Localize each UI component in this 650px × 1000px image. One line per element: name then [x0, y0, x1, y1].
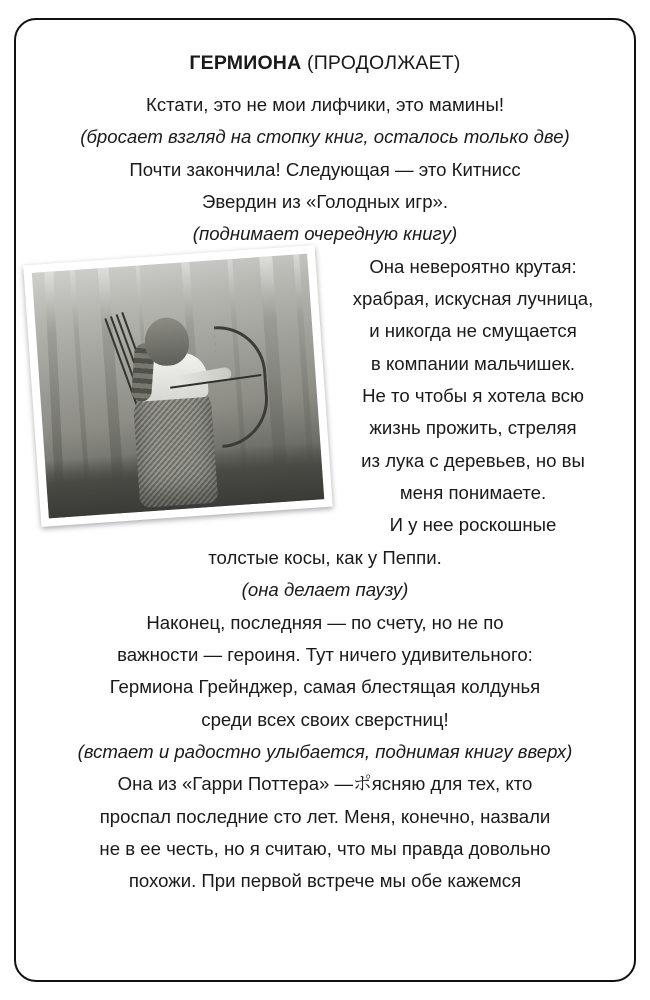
- dialogue-line: (бросает взгляд на стопку книг, осталось только две): [80, 126, 570, 148]
- speaker-name: ГЕРМИОНА: [189, 52, 302, 74]
- dialogue-line: проспал последние сто лет. Меня, конечно, назвали: [99, 805, 551, 827]
- dialogue-line: и никогда не смущается: [369, 320, 577, 342]
- dialogue-line: толстые косы, как у Пеппи.: [208, 546, 442, 568]
- dialogue-line: из лука с деревьев, но вы: [361, 449, 585, 471]
- dialogue-line: похожи. При первой встрече мы обе кажемся: [128, 870, 522, 892]
- dialogue-line: Не то чтобы я хотела всю: [362, 385, 584, 407]
- lines-after-photo: [46, 542, 604, 898]
- archer-figure: [109, 303, 240, 507]
- dialogue-line: Наконец, последняя — по счету, но не по: [146, 611, 504, 633]
- dialogue-line: И у нее роскошные: [389, 514, 557, 536]
- dialogue-line: (она делает паузу): [241, 579, 409, 601]
- archer-photo: [23, 245, 333, 527]
- dialogue-text: [46, 89, 604, 898]
- speaker-heading: [46, 52, 604, 75]
- dialogue-line: Гермиона Грейнджер, самая блестящая колдунья: [109, 676, 541, 698]
- dialogue-line: среди всех своих сверстниц!: [201, 708, 449, 730]
- script-card: [14, 18, 636, 982]
- photo-frame: [23, 245, 333, 527]
- photo-text-wrap-zone: [46, 251, 604, 542]
- dialogue-line: меня понимаете.: [399, 482, 547, 504]
- dialogue-line: Она невероятно крутая:: [369, 255, 577, 277]
- photo-image: [32, 253, 324, 518]
- lines-before-photo: [46, 89, 604, 251]
- dialogue-line: не в ее честь, но я считаю, что мы правда довольно: [99, 837, 551, 859]
- dialogue-line: храбрая, искусная лучница,: [352, 288, 594, 310]
- dialogue-line: важности — героиня. Тут ничего удивительного:: [117, 643, 533, 665]
- dialogue-line: Эвердин из «Голодных игр».: [201, 191, 449, 213]
- bow-icon: [214, 323, 271, 448]
- dialogue-line: (встает и радостно улыбается, поднимая книгу вверх): [77, 740, 573, 762]
- dialogue-line: Кстати, это не мои лифчики, это мамины!: [146, 94, 504, 115]
- dialogue-line: жизнь прожить, стреляя: [369, 417, 577, 439]
- speaker-parenthetical: (ПРОДОЛЖАЕТ): [307, 52, 461, 74]
- dialogue-line: Она из «Гарри Поттера» —ポясняю для тех, кто: [117, 773, 533, 795]
- dialogue-line: в компании мальчишек.: [370, 352, 576, 374]
- dialogue-line: Почти закончила! Следующая — это Китнисс: [129, 158, 521, 180]
- dialogue-line: (поднимает очередную книгу): [192, 223, 458, 245]
